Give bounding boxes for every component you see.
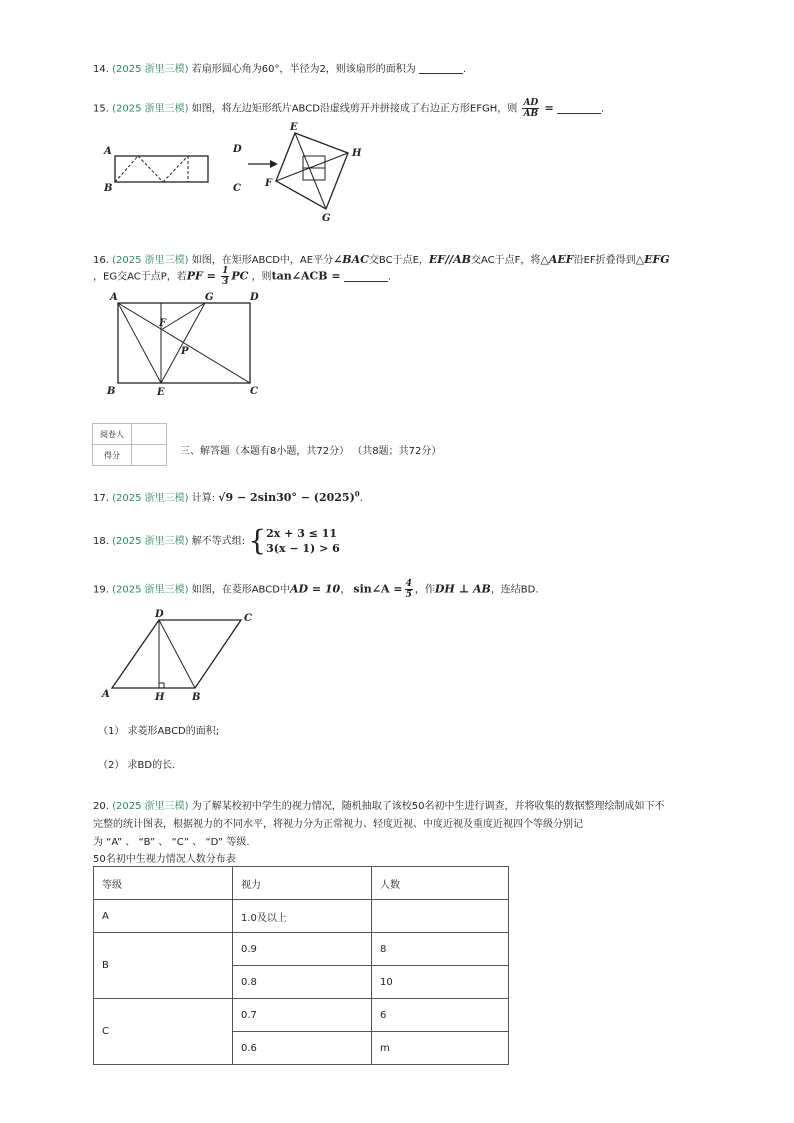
q16-number: 16. [93,255,109,266]
q19-fraction: $\frac{4}{5}$ [405,579,412,600]
table-header-cell: 视力 [233,867,372,900]
q14-number: 14. [93,64,109,75]
q18-number: 18. [93,536,109,547]
count-cell [372,900,509,933]
q15-label: D [233,144,242,155]
q20-table-title: 50名初中生视力情况人数分布表 [93,854,236,865]
q16-label: F [159,318,167,329]
q15-label: G [322,213,331,224]
q14-source-tag: (2025 浙里三模) [112,64,189,75]
q19-label: C [244,613,252,624]
q19-subquestion-1: （1） 求菱形ABCD的面积; [98,726,220,737]
score-table-score-cell[interactable] [132,445,167,466]
q19-subquestion-2: （2） 求BD的长. [98,760,176,771]
question-16-line1: 16. (2025 浙里三模) 如图，在矩形ABCD中，AE平分∠BAC交BC于点E，EF//AB交AC于点F，将△AEF沿EF折叠得到△EFG [93,253,670,266]
q19-label: H [155,692,165,703]
q20-source-tag: (2025 浙里三模) [112,801,189,812]
q15-label: C [233,183,241,194]
q14-text: 若扇形圆心角为60°，半径为2，则该扇形的面积为 [191,64,416,75]
section-subtitle: （共8题；共72分） [352,446,442,457]
count-cell: 6 [372,999,509,1032]
vision-cell: 1.0及以上 [233,900,372,933]
question-15: 15. (2025 浙里三模) 如图，将左边矩形纸片ABCD沿虚线剪开并拼接成了右边正方形EFGH，则 $\frac{AD}{AB}$ = . [93,98,605,119]
q16-fraction: $\frac{1}{3}$ [222,266,229,287]
q15-figure [98,118,368,226]
vision-cell: 0.7 [233,999,372,1032]
q15-fraction: $\frac{AD}{AB}$ [523,98,539,119]
grade-cell: B [94,933,233,999]
question-20-line1: 20. (2025 浙里三模) 为了解某校初中学生的视力情况，随机抽取了该校50名初中生进行调查，并将收集的数据整理绘制成如下不 [93,801,665,812]
count-cell: m [372,1032,509,1065]
q16-label: A [110,292,118,303]
q19-figure [98,605,268,705]
table-header-cell: 等级 [94,867,233,900]
q15-answer-blank [557,103,601,114]
q19-number: 19. [93,584,109,596]
q19-source-tag: (2025 浙里三模) [112,584,189,596]
question-17: 17. (2025 浙里三模) 计算: $√9 - 2\sin 30^\circ - (2025)^0$. [93,489,363,504]
q16-label: C [250,386,258,397]
q19-label: A [102,689,110,700]
score-table-grader-cell[interactable] [132,424,167,445]
q17-expression: √9 − 2sin30° − (2025) [218,491,355,504]
q18-source-tag: (2025 浙里三模) [112,536,189,547]
q20-number: 20. [93,801,109,812]
q15-label: A [104,146,112,157]
question-20-line3: 为 “A” 、 “B” 、 “C” 、 “D” 等级. [93,837,250,848]
grade-cell: C [94,999,233,1065]
question-16-line2: ，EG交AC于点P，若PF = $\frac{1}{3}$ PC ，则tan∠ACB = . [93,266,391,287]
question-14: 14. (2025 浙里三模) 若扇形圆心角为60°，半径为2，则该扇形的面积为 . [93,64,467,75]
q16-source-tag: (2025 浙里三模) [112,255,189,266]
table-header-row [94,867,509,900]
question-19: 19. (2025 浙里三模) 如图，在菱形ABCD中AD = 10， sin∠A = $\frac{4}{5}$ ，作DH ⊥ AB，连结BD. [93,579,539,600]
q17-number: 17. [93,493,109,504]
section-heading [180,442,441,457]
q18-system: 2x + 3 ≤ 11 3(x − 1) > 6 [266,527,340,555]
vision-cell: 0.9 [233,933,372,966]
q19-label: B [192,692,201,703]
q16-figure [100,288,270,400]
q15-text: 如图，将左边矩形纸片ABCD沿虚线剪开并拼接成了右边正方形EFGH，则 [191,103,518,115]
q15-number: 15. [93,103,109,115]
section-title: 三、解答题（本题有8小题，共72分） [180,446,350,457]
table-row [94,900,509,933]
table-row [94,933,509,966]
q16-answer-blank [344,271,388,282]
q20-vision-table [93,866,509,1065]
q15-label: E [290,122,298,133]
q16-label: B [107,386,116,397]
q16-label: G [205,292,214,303]
q15-square [276,133,348,209]
count-cell: 10 [372,966,509,999]
table-row [94,999,509,1032]
score-table-score-label: 得分 [93,445,132,466]
count-cell: 8 [372,933,509,966]
q19-label: D [155,609,164,620]
q16-label: P [181,346,189,357]
q17-source-tag: (2025 浙里三模) [112,493,189,504]
vision-cell: 0.6 [233,1032,372,1065]
q14-answer-blank [419,63,463,74]
q16-label: D [250,292,259,303]
score-table [92,423,167,466]
q15-label: F [265,178,273,189]
table-header-cell: 人数 [372,867,509,900]
grade-cell: A [94,900,233,933]
q15-source-tag: (2025 浙里三模) [112,103,189,115]
score-table-grader-label: 阅卷人 [93,424,132,445]
q15-label: H [352,148,362,159]
q15-rectangle [115,156,208,182]
q16-label: E [157,387,165,398]
question-18: 18. (2025 浙里三模) 解不等式组: { 2x + 3 ≤ 11 3(x − 1) > 6 [93,524,340,557]
q15-label: B [104,183,113,194]
vision-cell: 0.8 [233,966,372,999]
question-20-line2: 完整的统计图表，根据视力的不同水平，将视力分为正常视力、轻度近视、中度近视及重度近视四个等级分别记 [93,819,583,830]
